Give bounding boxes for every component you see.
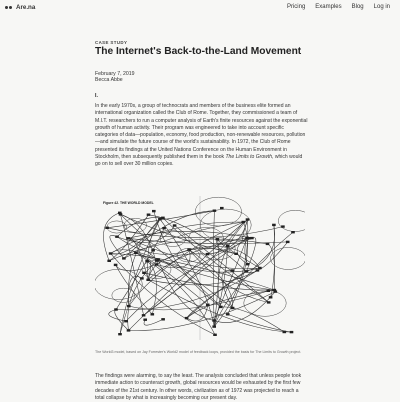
model-node: [115, 236, 119, 238]
model-node: [142, 272, 146, 274]
model-node: [155, 263, 159, 265]
model-node: [147, 214, 151, 216]
model-node: [269, 296, 273, 298]
model-node: [152, 210, 156, 212]
model-node: [151, 249, 155, 251]
model-node: [281, 225, 285, 227]
model-node: [206, 304, 210, 306]
model-node: [220, 207, 224, 209]
model-node: [283, 331, 287, 333]
model-node: [173, 224, 177, 226]
model-node: [206, 253, 210, 255]
model-node: [142, 314, 146, 316]
model-node: [109, 252, 113, 254]
model-node: [105, 227, 109, 229]
model-node: [118, 212, 122, 214]
model-node: [107, 260, 111, 262]
model-node: [145, 260, 149, 262]
model-node: [266, 243, 270, 245]
figure-label: Figure 42. THE WORLD MODEL: [103, 201, 154, 205]
model-node: [185, 317, 189, 319]
article-title: The Internet's Back-to-the-Land Movement: [95, 46, 302, 57]
model-node: [216, 238, 220, 240]
brand-logo[interactable]: [5, 4, 35, 11]
nav-link-blog[interactable]: Blog: [351, 4, 364, 10]
model-node: [126, 237, 130, 239]
model-node: [212, 319, 216, 321]
model-node: [161, 318, 165, 320]
section-heading: I.: [95, 93, 98, 99]
model-node: [127, 329, 131, 331]
paragraph-text: , which would go on to sell over 30 million copies.: [95, 154, 303, 168]
model-node: [114, 308, 118, 310]
brand-name: Are.na: [16, 4, 36, 11]
model-node: [156, 258, 160, 260]
article-category: CASE STUDY: [95, 40, 128, 45]
model-node: [226, 313, 230, 315]
model-node: [146, 279, 150, 281]
model-node: [273, 289, 277, 291]
model-node: [246, 218, 250, 220]
nav-link-login[interactable]: Log in: [373, 4, 390, 10]
model-node: [213, 334, 217, 336]
diagram-drawing: [95, 192, 305, 342]
model-node: [124, 320, 128, 322]
model-node: [272, 224, 276, 226]
model-node: [122, 257, 126, 259]
figure-caption: The World3 model, based on Jay Forrester's World2 model of feedback loops, provided the basis for The Limits to Growth project.: [95, 350, 302, 354]
model-node: [267, 290, 271, 292]
model-node: [267, 301, 271, 303]
model-node: [226, 245, 230, 247]
nav-link-examples[interactable]: Examples: [315, 4, 342, 10]
model-node: [248, 237, 252, 239]
paragraph-text: In the early 1970s, a group of technocrats and members of the business elite formed an international organization called the Club of Rome. Together, they commissioned a team of M.I.T. researchers to run a computer analysis of Earth's finite resources against the exponential growth of human activity. Their program was engineered to take into account specific categories of data—population, economy, food production, non-renewable resources, pollution—and simulate the future course of the world's sustainability. In 1972, the Club of Rome presented its findings at the United Nations Conference on the Human Environment in Stockholm, then subsequently published them in the book: [95, 103, 308, 161]
model-node: [290, 331, 294, 333]
model-node: [231, 307, 235, 309]
article-paragraph-2: The findings were alarming, to say the least. The analysis concluded that unless people took immediate action to counteract growth, global resources would be exhausted by the first few decades of the 21st century. In other words, civilization as of 1972 was projected to reach a total collapse by what is increasingly becoming our present day.: [95, 373, 302, 401]
nav-menu: [287, 4, 390, 10]
logo-icon: [5, 6, 12, 9]
model-node: [151, 313, 155, 315]
model-node: [246, 263, 250, 265]
model-node: [134, 252, 138, 254]
article-author[interactable]: Becca Abbe: [95, 77, 123, 83]
model-node: [245, 270, 249, 272]
model-node: [242, 221, 246, 223]
top-nav: [0, 0, 400, 16]
model-node: [258, 267, 262, 269]
article-date: February 7, 2019: [95, 71, 135, 77]
article-paragraph: [95, 103, 308, 169]
model-node: [140, 277, 144, 279]
model-node: [230, 269, 234, 271]
model-node: [213, 210, 217, 212]
model-node: [127, 305, 131, 307]
model-node: [256, 269, 260, 271]
model-node: [291, 231, 295, 233]
model-node: [187, 248, 191, 250]
model-node: [219, 306, 223, 308]
model-node: [143, 319, 147, 321]
world-model-diagram: [95, 192, 305, 342]
book-title: The Limits to Growth: [225, 154, 273, 161]
model-node: [162, 227, 166, 229]
model-node: [286, 241, 290, 243]
model-node: [234, 253, 238, 255]
model-node: [114, 264, 118, 266]
model-node: [118, 333, 122, 335]
nav-link-pricing[interactable]: Pricing: [286, 4, 306, 10]
model-node: [158, 218, 162, 220]
model-node: [212, 325, 216, 327]
